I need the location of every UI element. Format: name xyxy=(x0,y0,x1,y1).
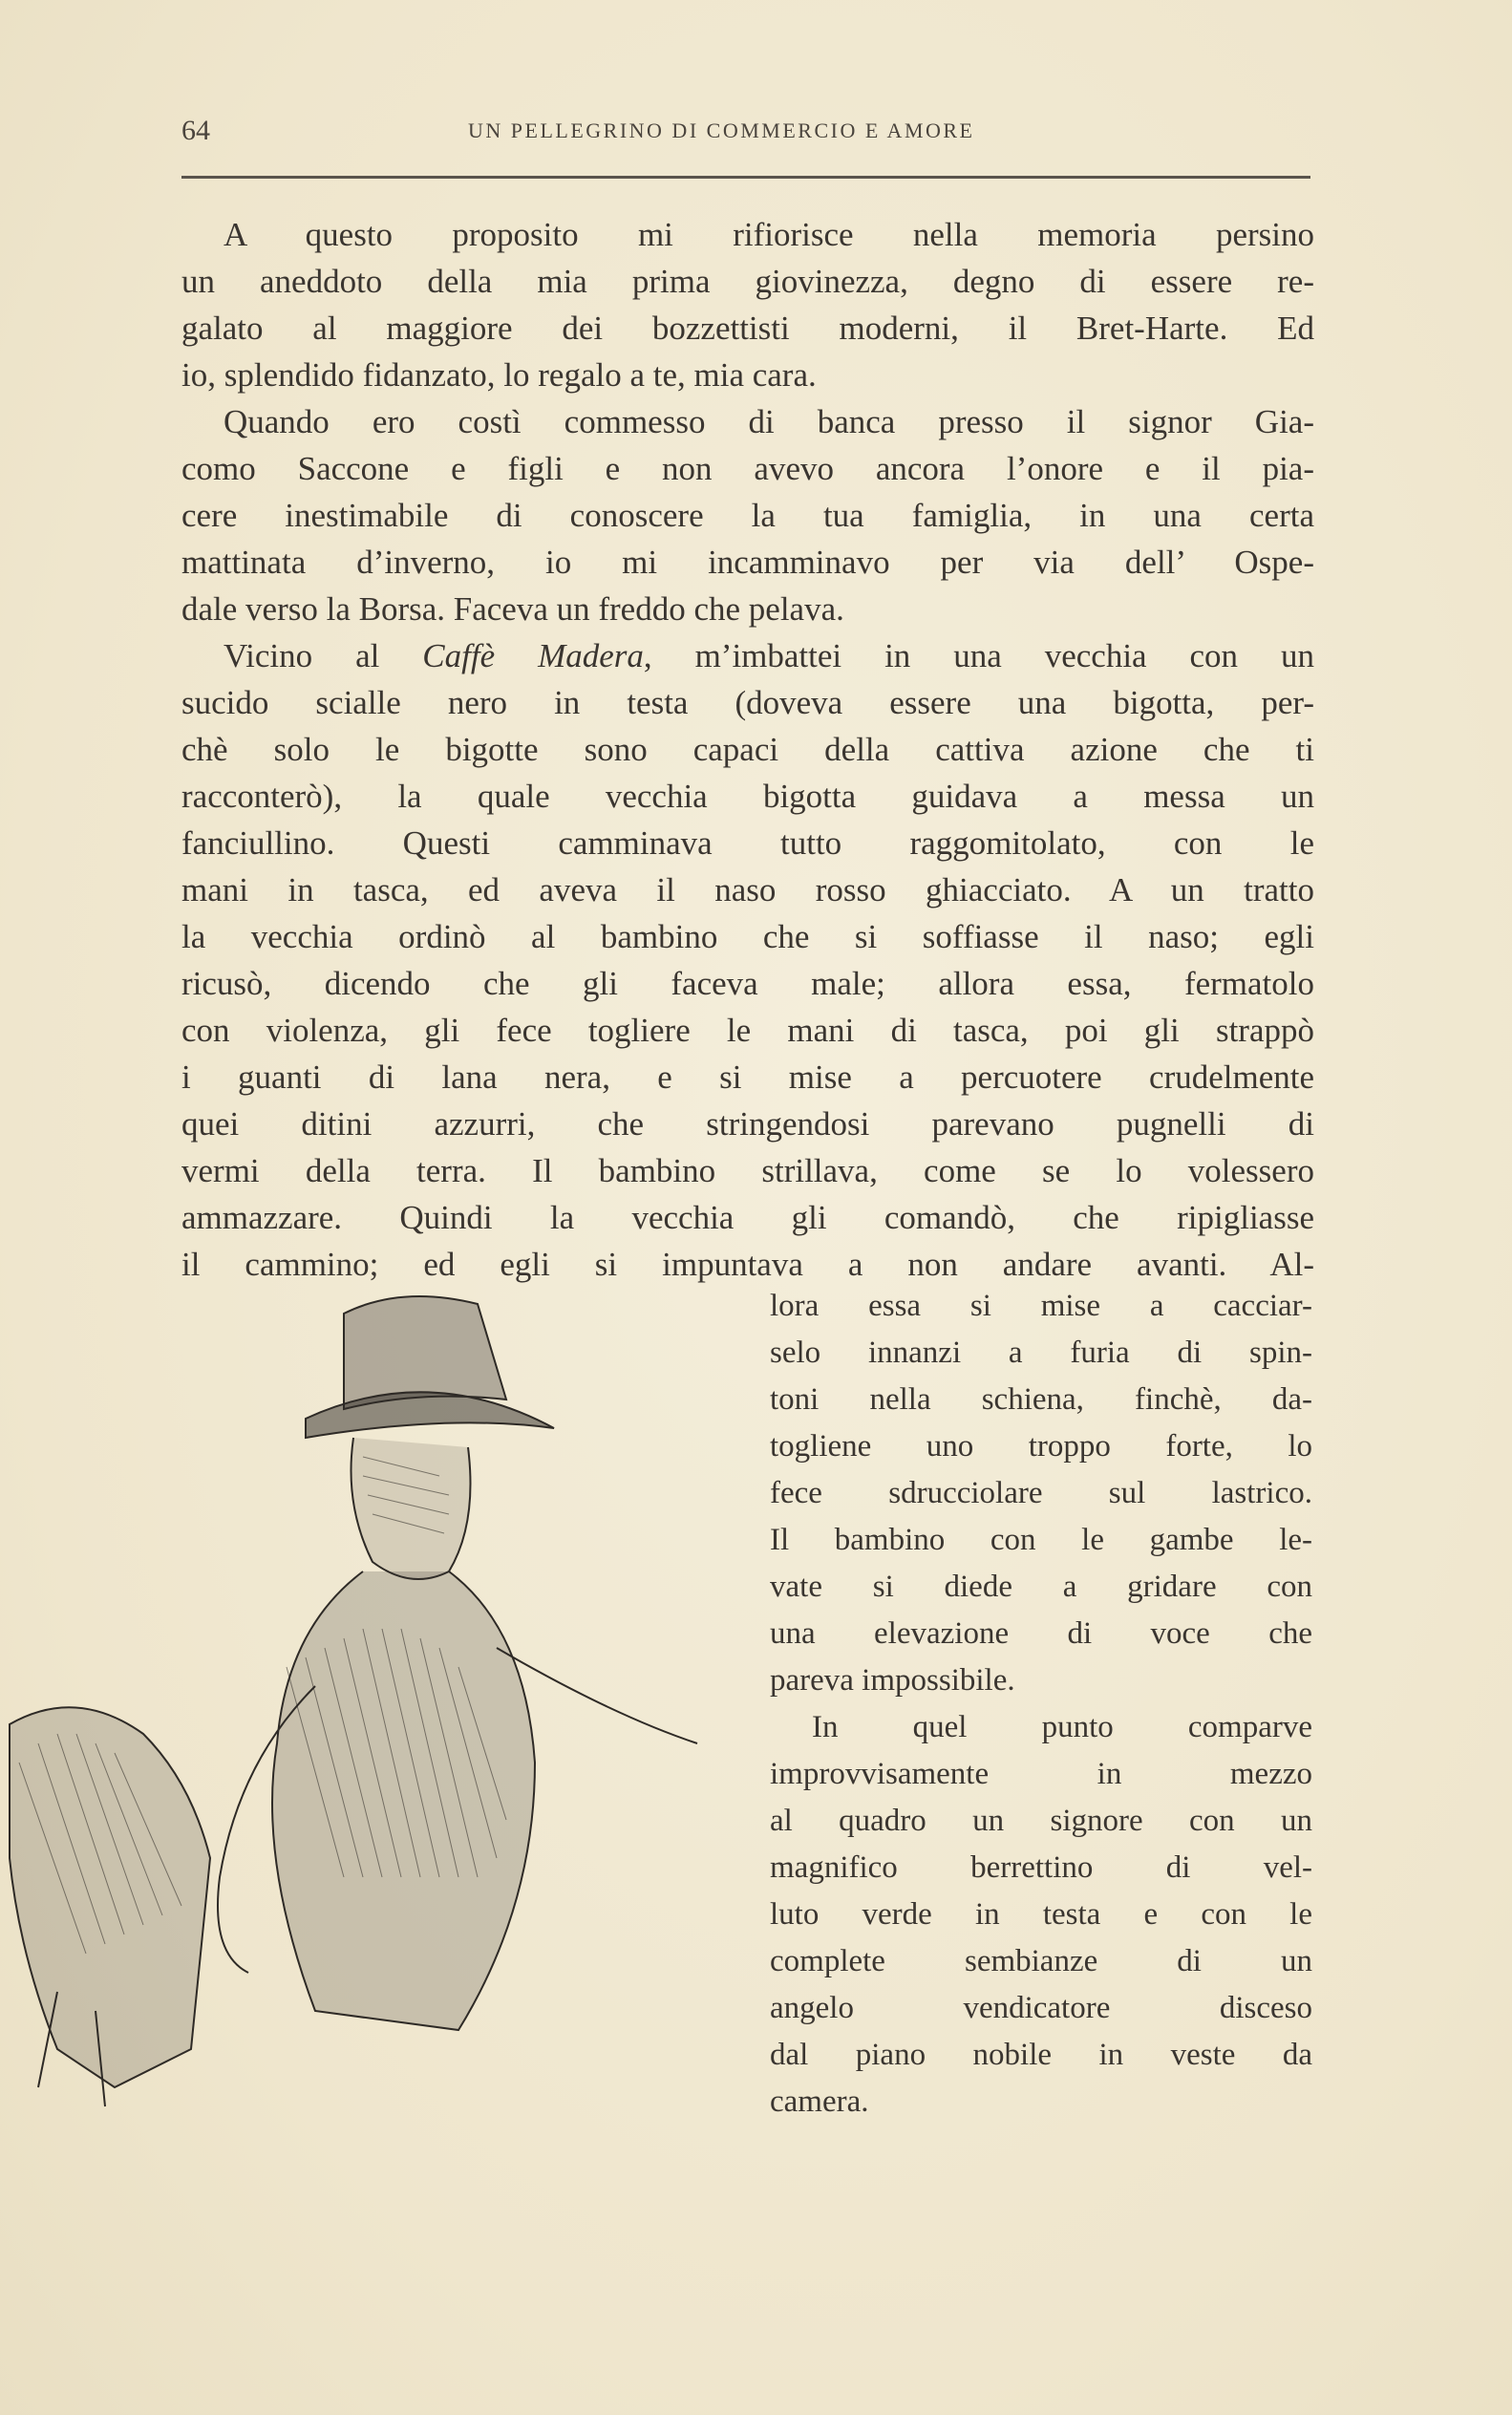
text-line: la vecchia ordinò al bambino che si soffiasse il naso; egli xyxy=(181,918,1314,955)
text-line: magnifico berrettino di vel- xyxy=(770,1850,1312,1885)
text-line: como Saccone e figli e non avevo ancora l’onore e il pia- xyxy=(181,450,1314,487)
page-number: 64 xyxy=(181,115,210,146)
text-line: vermi della terra. Il bambino strillava, come se lo volessero xyxy=(181,1152,1314,1189)
text-line: vate si diede a gridare con xyxy=(770,1570,1312,1604)
text-line: In quel punto comparve xyxy=(812,1710,1312,1744)
italic-text: Caffè Madera xyxy=(422,637,644,674)
text-line: camera. xyxy=(770,2084,869,2119)
text-line: al quadro un signore con un xyxy=(770,1804,1312,1838)
text-line: dal piano nobile in veste da xyxy=(770,2038,1312,2072)
text-line: fanciullino. Questi camminava tutto raggomitolato, con le xyxy=(181,824,1314,862)
text-line: A questo proposito mi rifiorisce nella memoria persino xyxy=(224,216,1314,253)
text-line: con violenza, gli fece togliere le mani di tasca, poi gli strappò xyxy=(181,1012,1314,1049)
text-line: togliene uno troppo forte, lo xyxy=(770,1429,1312,1464)
header-rule xyxy=(181,176,1310,179)
text-line: pareva impossibile. xyxy=(770,1663,1015,1698)
text-line: racconterò), la quale vecchia bigotta guidava a messa un xyxy=(181,778,1314,815)
text-line: lora essa si mise a cacciar- xyxy=(770,1289,1312,1323)
text-line: io, splendido fidanzato, lo regalo a te, mia cara. xyxy=(181,356,817,394)
text-line: mani in tasca, ed aveva il naso rosso ghiacciato. A un tratto xyxy=(181,871,1314,908)
text-line: sucido scialle nero in testa (doveva essere una bigotta, per- xyxy=(181,684,1314,721)
text-line: il cammino; ed egli si impuntava a non andare avanti. Al- xyxy=(181,1246,1314,1283)
text-line: ricusò, dicendo che gli faceva male; allora essa, fermatolo xyxy=(181,965,1314,1002)
text-line: i guanti di lana nera, e si mise a percuotere crudelmente xyxy=(181,1058,1314,1096)
text-segment: Vicino al xyxy=(224,637,423,674)
text-line: Quando ero costì commesso di banca presso il signor Gia- xyxy=(224,403,1314,440)
text-line: un aneddoto della mia prima giovinezza, degno di essere re- xyxy=(181,263,1314,300)
text-line: ammazzare. Quindi la vecchia gli comandò, che ripigliasse xyxy=(181,1199,1314,1236)
text-line: luto verde in testa e con le xyxy=(770,1897,1312,1932)
child-figure xyxy=(10,1707,210,2087)
illustration-man-with-hat xyxy=(0,1285,745,2126)
text-line: dale verso la Borsa. Faceva un freddo che pelava. xyxy=(181,590,844,628)
text-line: chè solo le bigotte sono capaci della cattiva azione che ti xyxy=(181,731,1314,768)
narrow-text-column xyxy=(770,1283,1312,2126)
running-title: UN PELLEGRINO DI COMMERCIO E AMORE xyxy=(468,118,975,142)
main-text-column xyxy=(181,211,1314,1288)
text-line: cere inestimabile di conoscere la tua famiglia, in una certa xyxy=(181,497,1314,534)
text-line: mattinata d’inverno, io mi incamminavo per via dell’ Ospe- xyxy=(181,544,1314,581)
text-line: selo innanzi a furia di spin- xyxy=(770,1336,1312,1370)
text-line: una elevazione di voce che xyxy=(770,1616,1312,1651)
text-line: fece sdrucciolare sul lastrico. xyxy=(770,1476,1312,1510)
text-line: toni nella schiena, finchè, da- xyxy=(770,1382,1312,1417)
text-line: angelo vendicatore disceso xyxy=(770,1991,1312,2025)
text-segment: , m’imbattei in una vecchia con un xyxy=(643,637,1314,674)
text-line: Il bambino con le gambe le- xyxy=(770,1523,1312,1557)
text-line: improvvisamente in mezzo xyxy=(770,1757,1312,1791)
text-line: galato al maggiore dei bozzettisti moderni, il Bret-Harte. Ed xyxy=(181,310,1314,347)
face xyxy=(351,1438,471,1579)
text-line: complete sembianze di un xyxy=(770,1944,1312,1978)
text-line xyxy=(181,632,1314,679)
text-line: quei ditini azzurri, che stringendosi parevano pugnelli di xyxy=(181,1105,1314,1143)
